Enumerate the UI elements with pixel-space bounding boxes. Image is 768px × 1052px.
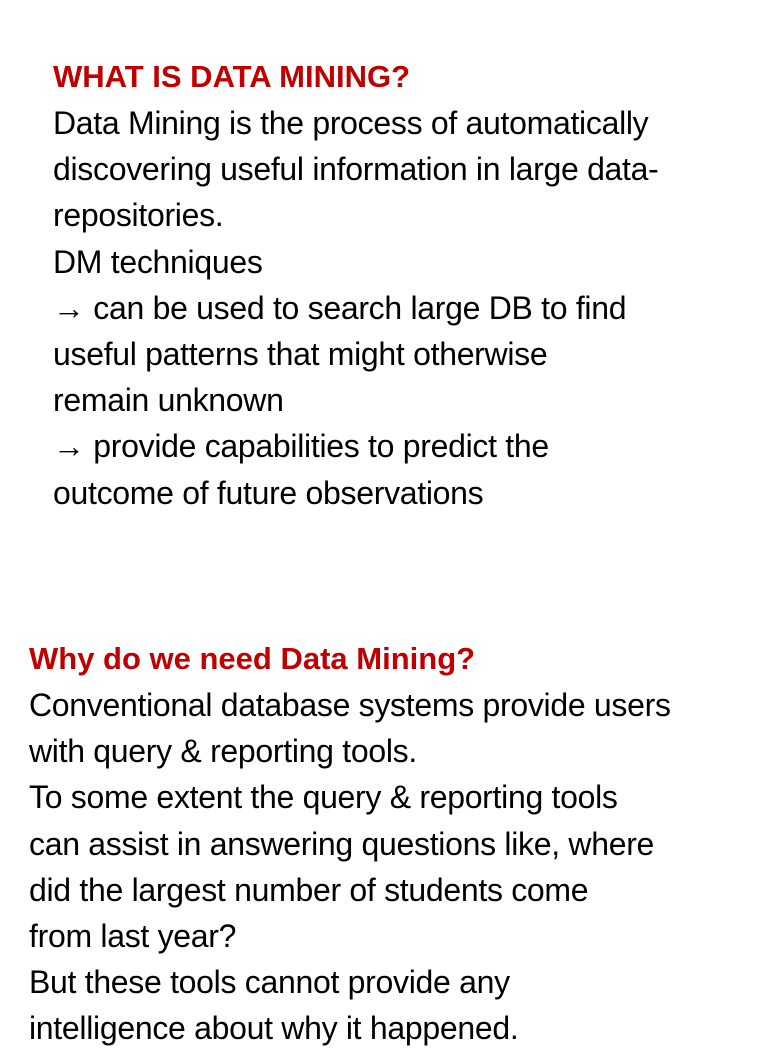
body-line: repositories.	[53, 197, 224, 234]
body-line: from last year?	[29, 918, 237, 955]
body-line: Conventional database systems provide users	[29, 687, 671, 723]
body-line: did the largest number of students come	[29, 871, 589, 908]
body-line: remain unknown	[53, 382, 284, 419]
body-line: DM techniques	[53, 243, 263, 280]
body-line: can assist in answering questions like, where	[29, 825, 655, 862]
body-line: Data Mining is the process of automatically	[53, 105, 649, 141]
body-line: → provide capabilities to predict the	[53, 428, 549, 465]
body-line: discovering useful information in large data-	[53, 151, 659, 188]
body-line: But these tools cannot provide any	[29, 964, 510, 1001]
body-line: useful patterns that might otherwise	[53, 336, 548, 373]
body-line: outcome of future observations	[53, 474, 484, 511]
body-line: with query & reporting tools.	[29, 733, 417, 770]
body-line: intelligence about why it happened.	[29, 1010, 519, 1047]
body-line: To some extent the query & reporting tools	[29, 779, 618, 816]
section-why-data-mining	[29, 636, 758, 1052]
section-heading: Why do we need Data Mining?	[29, 641, 476, 676]
section-what-is-data-mining	[53, 54, 758, 516]
body-line: → can be used to search large DB to find	[53, 289, 627, 326]
section-heading: WHAT IS DATA MINING?	[53, 59, 411, 94]
